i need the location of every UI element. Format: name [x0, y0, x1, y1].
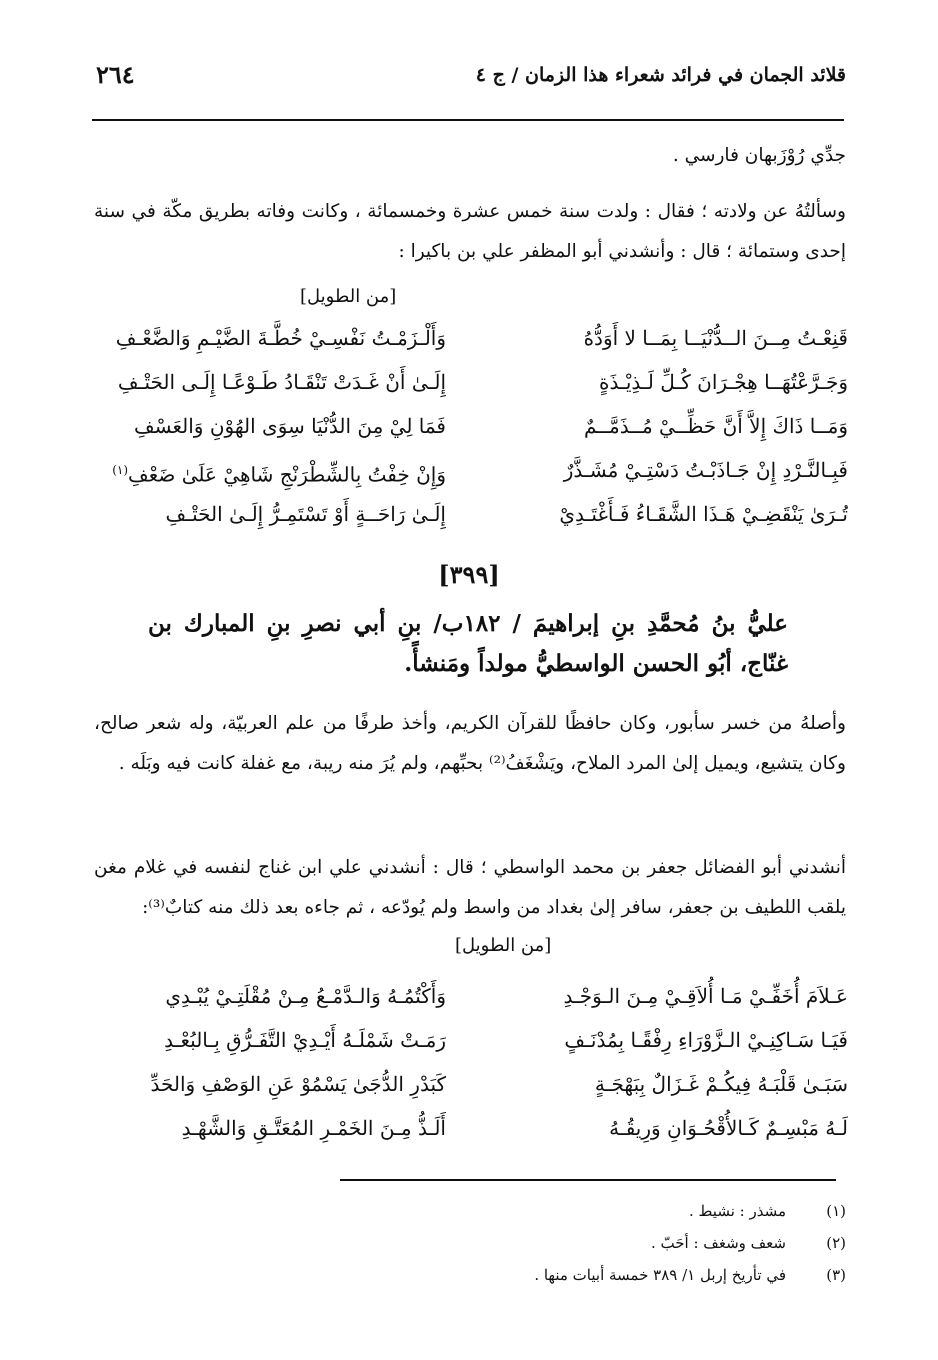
page-number: ٢٦٤ [96, 60, 135, 89]
verse-first-hemistich: فَيَـا سَـاكِنِـيْ الـزَّوْرَاءِ رِفْقًـا بِمُدْنَـفٍ [564, 1028, 848, 1052]
verse-second-hemistich: إِلَـىٰ أَنْ غَـدَتْ تَنْقَـادُ طَـوْعًـا إِلَـى الحَتْـفِ [117, 370, 446, 394]
verse-first-hemistich: عَـلاَمَ أُخَفِّـيْ مَـا أُلاَقِـيْ مِـنَ الـوَجْـدِ [563, 984, 848, 1008]
poem1-verse [96, 318, 848, 358]
poem2-meter: [من الطويل] [455, 935, 552, 956]
poem1-verse [96, 494, 848, 534]
poem2-verse [96, 976, 848, 1016]
verse-second-hemistich: فَمَا لِيْ مِنَ الدُّنْيَا سِوَى الهُوْنِ وَالعَسْفِ [133, 414, 446, 438]
poem2-verse [96, 1064, 848, 1104]
body-paragraph: وأصلهُ من خسر سأبور، وكان حافظًا للقرآن الكريم، وأخذ طرفًا من علم العربيّة، وله شعر صالح، وكان يتشيع، ويميل إلىٰ المرد الملاح، ويَشْغَفُ⁽²⁾ بحبِّهم، ولم يُرَ منه ريبة، مع غفلة كانت فيه وبَلَه . [94, 713, 846, 774]
footnote-rule [340, 1179, 836, 1181]
poem1-verse [96, 406, 848, 446]
verse-second-hemistich: إِلَـىٰ رَاحَــةٍ أَوْ تَسْتَمِـرُّ إِلَـىٰ الحَتْـفِ [165, 502, 446, 526]
entry-number: [٣٩٩] [438, 560, 500, 589]
verse-first-hemistich: وَجَـرَّعْتُهَــا هِجْـرَانَ كُـلِّ لَـذِيْـذَةٍ [599, 370, 848, 394]
verse-second-hemistich: أَلَـذُّ مِـنَ الخَمْـرِ المُعَتَّـقِ وَالشَّهْـدِ [181, 1116, 446, 1140]
poem1-verse [96, 362, 848, 402]
poem1-verse [96, 450, 848, 490]
poem2-verse [96, 1108, 848, 1148]
entry-heading: عليُّ بنُ مُحمَّدِ بنِ إبراهيمَ / ١٨٢ب/ بنِ أبي نصرِ بنِ المبارك بن غنّاج، أبُو الحسن الواسطيُّ مولداً ومَنشأً. [148, 610, 788, 677]
footnote-text: شعف وشغف : أحَبّ . [651, 1234, 786, 1252]
verse-first-hemistich: تُـرَىٰ يَنْقَضِـيْ هَـذَا الشَّقَـاءُ فَـأَغْتَـدِيْ [559, 502, 848, 526]
footnote-marker: (١) [112, 463, 129, 477]
footnote-text: في تأريخ إربل ١/ ٣٨٩ خمسة أبيات منها . [534, 1266, 786, 1284]
footnote-number: (٣) [826, 1266, 846, 1284]
header-rule [92, 119, 844, 121]
footnote [94, 1262, 846, 1288]
verse-text: وَإِنْ خِفْتُ بِالشِّطْرَنْجِ شَاهِيْ عَلَىٰ ضَعْفِ [128, 462, 446, 487]
poem1-meter: [من الطويل] [300, 286, 397, 307]
verse-second-hemistich: كَبَدْرِ الدُّجَىٰ يَسْمُوْ عَنِ الوَصْفِ وَالحَدِّ [150, 1072, 446, 1096]
verse-first-hemistich: فَبِـالنَّـرْدِ إِنْ جَـاذَبْـتُ دَسْتِـيْ مُشَـذَّرٌ [563, 458, 848, 482]
intro-paragraph: وسألتُهُ عن ولادته ؛ فقال : ولدت سنة خمس عشرة وخمسمائة ، وكانت وفاته بطريق مكّة في سنة إحدى وستمائة ؛ قال : وأنشدني أبو المظفر علي بن باكيرا : [94, 201, 846, 262]
footnote [94, 1230, 846, 1256]
verse-second-hemistich: وَأَلْـزَمْـتُ نَفْسِـيْ خُطَّـةَ الضَّيْـمِ وَالضَّعْـفِ [115, 326, 446, 350]
verse-second-hemistich: وَأَكْتُمُـهُ وَالـدَّمْـعُ مِـنْ مُقْلَتِـيْ يُبْـدِي [165, 984, 446, 1008]
verse-second-hemistich: رَمَـتْ شَمْلَـهُ أَيْـدِيْ التَّفَـرُّقِ بِـالبُعْـدِ [164, 1028, 446, 1052]
verse-first-hemistich: قَنِعْـتُ مِــنَ الــدُّنْيَــا بِمَــا لا أَوَدُّهُ [583, 326, 848, 350]
body-paragraph: أنشدني أبو الفضائل جعفر بن محمد الواسطي ؛ قال : أنشدني علي ابن غناج لنفسه في غلام مغن يلقب اللطيف بن جعفر، سافر إلىٰ بغداد من واسط ولم يُودّعه ، ثم جاءه بعد ذلك منه كتابٌ⁽³⁾: [94, 857, 846, 918]
running-header-title: قلائد الجمان في فرائد شعراء هذا الزمان / ج ٤ [475, 64, 846, 86]
footnote [94, 1198, 846, 1224]
verse-first-hemistich: وَمَــا ذَاكَ إِلاَّ أَنَّ حَظِّــيْ مُــذَمَّــمٌ [584, 414, 848, 438]
verse-second-hemistich [96, 450, 446, 495]
poem2-verse [96, 1020, 848, 1060]
footnote-text: مشذر : نشيط . [689, 1202, 786, 1220]
footnote-number: (٢) [826, 1234, 846, 1252]
verse-first-hemistich: سَبَـىٰ قَلْبَـهُ فِيكُـمْ غَـزَالٌ بِبَهْجَـةٍ [594, 1072, 848, 1096]
verse-first-hemistich: لَـهُ مَبْسِـمٌ كَـالأُقْحُـوَانِ وَرِيقُـهُ [609, 1116, 848, 1140]
intro-line: جدِّي رُوْزَبهان فارسي . [672, 145, 846, 166]
footnote-number: (١) [826, 1202, 846, 1220]
